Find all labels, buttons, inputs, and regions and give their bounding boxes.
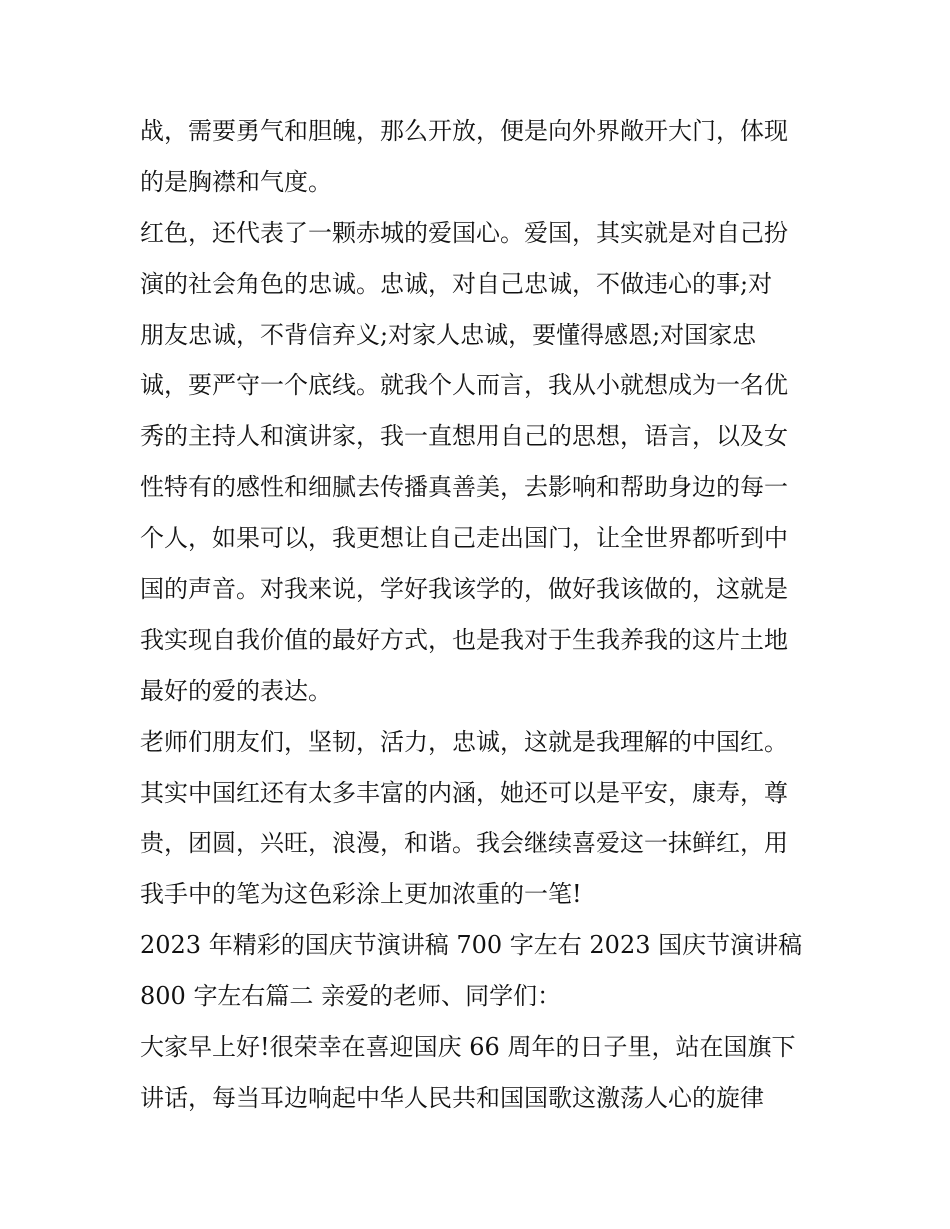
heading-line: 800 字左右篇二 亲爱的老师、同学们： (140, 982, 562, 1011)
text-line: 演的社会角色的忠诚。忠诚，对自己忠诚，不做违心的事;对 (140, 269, 773, 298)
text-line: 秀的主持人和演讲家，我一直想用自己的思想，语言，以及女 (140, 422, 788, 451)
text-line: 老师们朋友们，坚韧，活力，忠诚，这就是我理解的中国红。 (140, 727, 788, 756)
body-text (140, 106, 820, 1124)
text-line: 我实现自我价值的最好方式，也是我对于生我养我的这片土地 (140, 625, 788, 654)
text-line: 朋友忠诚，不背信弃义;对家人忠诚，要懂得感恩;对国家忠 (140, 320, 757, 349)
text-line: 诚，要严守一个底线。就我个人而言，我从小就想成为一名优 (140, 371, 788, 400)
heading-line: 2023 年精彩的国庆节演讲稿 700 字左右 2023 国庆节演讲稿 (140, 931, 803, 960)
text-line: 的是胸襟和气度。 (140, 167, 332, 196)
text-line: 大家早上好!很荣幸在喜迎国庆 66 周年的日子里，站在国旗下 (140, 1033, 796, 1062)
text-line: 个人，如果可以，我更想让自己走出国门，让全世界都听到中 (140, 524, 788, 553)
text-line: 红色，还代表了一颗赤城的爱国心。爱国，其实就是对自己扮 (140, 218, 788, 247)
text-line: 我手中的笔为这色彩涂上更加浓重的一笔! (140, 880, 582, 909)
text-line: 战，需要勇气和胆魄，那么开放，便是向外界敞开大门，体现 (140, 117, 788, 145)
text-line: 性特有的感性和细腻去传播真善美，去影响和帮助身边的每一 (140, 473, 788, 502)
text-line: 最好的爱的表达。 (140, 676, 332, 705)
text-line: 国的声音。对我来说，学好我该学的，做好我该做的，这就是 (140, 575, 788, 604)
text-line: 讲话，每当耳边响起中华人民共和国国歌这激荡人心的旋律 (140, 1083, 764, 1112)
text-line: 贵，团圆，兴旺，浪漫，和谐。我会继续喜爱这一抹鲜红，用 (140, 829, 788, 858)
text-line: 其实中国红还有太多丰富的内涵，她还可以是平安，康寿，尊 (140, 778, 788, 807)
